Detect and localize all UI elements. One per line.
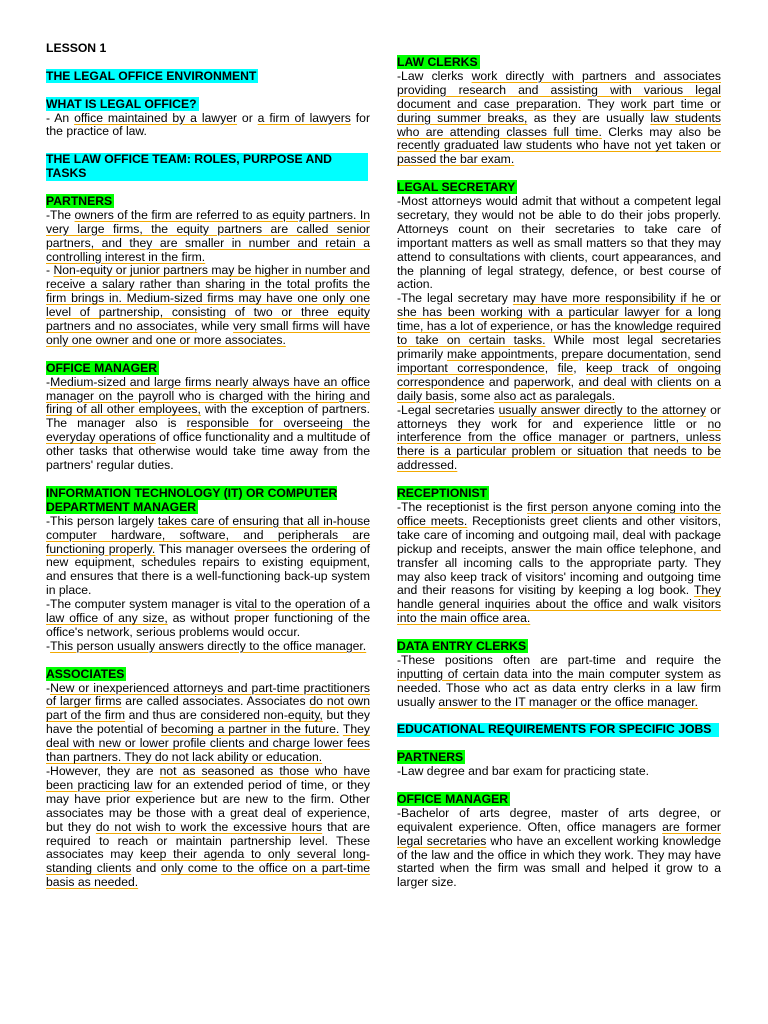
heading-receptionist: RECEPTIONIST bbox=[397, 486, 488, 501]
paragraph: -Law clerks work directly with partners and associates providing research and assisting with various legal document and case preparation. They work part time or during summer breaks, as they are usually law students who are attending classes full time. Clerks may also be recently graduated law students who have not yet taken or passed the bar exam. bbox=[397, 68, 722, 167]
underlined-text: keep their agenda to only several long-standing clients bbox=[46, 847, 370, 876]
underlined-text: make appointments bbox=[447, 347, 554, 362]
section-legal-office-environment bbox=[46, 70, 370, 84]
paragraph: -The owners of the firm are referred to as equity partners. In very large firms, the equity partners are called senior partners, and they are smaller in number and retain a controlling interest in the firm. bbox=[46, 207, 370, 264]
underlined-text: recently graduated law students who have not yet taken or passed the bar exam. bbox=[397, 138, 721, 167]
underlined-text: paperwork bbox=[513, 374, 571, 389]
underlined-text: prepare documentation bbox=[561, 347, 688, 362]
underlined-text: first person anyone coming into the office meets. bbox=[397, 499, 721, 528]
underlined-text: office maintained by a lawyer bbox=[74, 110, 238, 125]
left-sections bbox=[46, 70, 370, 890]
paragraph: -Legal secretaries usually answer directly to the attorney or attorneys they work for and experience little or no interference from the office manager or partners, unless there is a particular problem or situation that needs to be addressed. bbox=[397, 402, 721, 473]
underlined-text: takes care of ensuring that all in-house computer hardware, software, and peripherals are functioning properly. bbox=[46, 513, 370, 556]
underlined-text: keep track of ongoing correspondence bbox=[397, 360, 721, 389]
paragraph: -The receptionist is the first person anyone coming into the office meets. Receptionists greet clients and other visitors, take care of incoming and outgoing mail, deal with package pickup and receipts, answer the main office telephone, and transfer all incoming calls to the appropriate party. They may also keep track of visitors' incoming and outgoing time and their reasons for visiting by keeping a log book. They handle general inquiries about the office and walk visitors into the main office area. bbox=[397, 499, 721, 626]
paragraph: - Non-equity or junior partners may be higher in number and receive a salary rather than sharing in the total profits the firm brings in. Medium-sized firms may have one only one level of partnership, consisting of two or three equity partners and no associates, while very small firms will have only one owner and one or more associates. bbox=[46, 263, 371, 347]
section-law-office-team bbox=[46, 153, 370, 181]
heading-office-manager: OFFICE MANAGER bbox=[46, 360, 158, 375]
heading-partners: PARTNERS bbox=[46, 193, 113, 208]
underlined-text: a firm of lawyers bbox=[257, 110, 351, 125]
underlined-text: vital to the operation of a law office of any size, bbox=[46, 597, 370, 626]
heading-what-is-legal-office: WHAT IS LEGAL OFFICE? bbox=[46, 96, 197, 111]
heading-law-office-team: THE LAW OFFICE TEAM: ROLES, PURPOSE AND TASKS bbox=[46, 153, 370, 181]
underlined-text: They handle general inquiries about the office and walk visitors into the main office area. bbox=[397, 583, 721, 626]
paragraph: -The legal secretary may have more responsibility if he or she has been working with a particular lawyer for a long time, has a lot of experience, or has the knowledge required to take on certain tasks. While most legal secretaries primarily make appointments, prepare documentation, send important correspondence, file, keep track of ongoing correspondence and paperwork, and deal with clients on a daily basis, some also act as paralegals. bbox=[397, 291, 721, 403]
underlined-text: Medium-sized and large firms nearly always have an office manager on the payroll who is charged with the hiring and firing of all other employees, bbox=[46, 374, 370, 417]
heading-associates: ASSOCIATES bbox=[46, 666, 125, 681]
heading-legal-office-environment: THE LEGAL OFFICE ENVIRONMENT bbox=[46, 68, 257, 83]
underlined-text: very small firms will have only one owner and one or more associates. bbox=[46, 319, 371, 347]
section-associates bbox=[46, 668, 370, 891]
underlined-text: do not wish to work the excessive hours bbox=[95, 819, 323, 834]
left-column bbox=[46, 42, 370, 904]
underlined-text: work directly with partners and associates providing research and assisting with various legal document and case preparation. bbox=[397, 68, 721, 111]
underlined-text: responsible for overseeing the everyday operations bbox=[46, 416, 370, 445]
paragraph: -Medium-sized and large firms nearly always have an office manager on the payroll who is charged with the hiring and firing of all other employees, with the exception of partners. The manager also is responsible for overseeing the everyday operations of office functionality and a multitude of other tasks that otherwise would take time away from the partners' regular duties. bbox=[46, 374, 371, 473]
section-it-manager bbox=[46, 487, 370, 654]
underlined-text: and deal with clients on a daily basis bbox=[397, 374, 721, 403]
paragraph: -Bachelor of arts degree, master of arts degree, or equivalent experience. Often, office managers are former legal secretaries who have an excellent working knowledge of the law and the office in which they work. They may have started when the firm was small and helped it grow to a larger size. bbox=[397, 805, 721, 890]
heading-edu-office-manager: OFFICE MANAGER bbox=[397, 791, 509, 806]
heading-it-manager: INFORMATION TECHNOLOGY (IT) OR COMPUTER DEPARTMENT MANAGER bbox=[46, 485, 338, 514]
section-educational-requirements bbox=[397, 723, 721, 737]
paragraph: - An office maintained by a lawyer or a firm of lawyers for the practice of law. bbox=[46, 110, 371, 139]
paragraph: -Most attorneys would admit that without a competent legal secretary, they would not be able to do their jobs properly. Attorneys count on their secretaries to take care of important matters as well as small matters so that they may attend to consultations with clients, court appearances, and the planning of legal strategy, defence, or best course of action. bbox=[397, 194, 721, 292]
lesson-title: LESSON 1 bbox=[46, 41, 107, 55]
underlined-text: not as seasoned as those who have been practicing law bbox=[46, 764, 370, 792]
underlined-text: inputting of certain data into the main computer system bbox=[397, 666, 704, 681]
heading-legal-secretary: LEGAL SECRETARY bbox=[397, 180, 516, 195]
underlined-text: law students who are attending classes full time. bbox=[397, 110, 721, 139]
section-receptionist bbox=[397, 487, 721, 626]
paragraph: -However, they are not as seasoned as those who have been practicing law for an extended period of time, or they may have prior experience but are new to the firm. Other associates may be those with a great deal of experience, but they do not wish to work the excessive hours that are required to reach or maintain partnership level. These associates may keep their agenda to only several long-standing clients and only come to the office on a part-time basis as needed. bbox=[46, 764, 371, 890]
paragraph: -This person usually answers directly to the office manager. bbox=[46, 638, 367, 653]
section-partners bbox=[46, 195, 370, 348]
underlined-text: answer to the IT manager or the office manager. bbox=[438, 694, 699, 709]
heading-edu-partners: PARTNERS bbox=[397, 750, 464, 765]
right-sections bbox=[397, 56, 721, 890]
section-what-is-legal-office bbox=[46, 98, 370, 140]
underlined-text: do not own part of the firm bbox=[46, 694, 370, 723]
underlined-text: They deal with new or lower profile clients and charge lower fees than partners. They do not lack ability or education. bbox=[46, 722, 370, 765]
underlined-text: work part time or during summer breaks, bbox=[397, 96, 721, 125]
underlined-text: usually answer directly to the attorney bbox=[498, 402, 707, 417]
underlined-text: only come to the office on a part-time basis as needed. bbox=[46, 861, 371, 890]
underlined-text: send important correspondence bbox=[397, 347, 721, 375]
paragraph: -The computer system manager is vital to the operation of a law office of any size, as without proper functioning of the office's network, serious problems would occur. bbox=[46, 597, 370, 639]
underlined-text: Non-equity or junior partners may be higher in number and receive a salary rather than sharing in the total profits the firm brings in. Medium-sized firms may have one only one level of partnership, consisting of two or three equity partners and no associates, bbox=[46, 263, 370, 334]
underlined-text: owners of the firm are referred to as equity partners. In very large firms, the equity partners are called senior partners, and they are smaller in number and retain a controlling interest in the firm. bbox=[46, 207, 370, 264]
underlined-text: no interference from the office manager or partners, unless there is a particular problem or situation that needs to be addressed. bbox=[397, 416, 721, 473]
paragraph: -These positions often are part-time and require the inputting of certain data into the main computer system as needed. Those who act as data entry clerks in a law firm usually answer to the IT manager or the office manager. bbox=[397, 652, 721, 709]
underlined-text: New or inexperienced attorneys and part-time practitioners of larger firms bbox=[46, 680, 370, 709]
paragraph: -This person largely takes care of ensuring that all in-house computer hardware, software, and peripherals are functioning properly. This manager oversees the ordering of new equipment, schedules repairs to existing equipment, and ensures that there is a well-functioning back-up system in place. bbox=[46, 513, 370, 598]
underlined-text: considered non-equity, bbox=[200, 708, 323, 723]
underlined-text: also act as paralegals. bbox=[493, 388, 616, 403]
section-law-clerks bbox=[397, 56, 721, 167]
section-edu-partners bbox=[397, 751, 721, 779]
underlined-text: file bbox=[557, 360, 574, 375]
section-legal-secretary bbox=[397, 181, 721, 473]
underlined-text: are former legal secretaries bbox=[397, 819, 721, 848]
underlined-text: This person usually answers directly to the office manager. bbox=[50, 638, 367, 653]
right-column bbox=[397, 56, 721, 904]
heading-data-entry-clerks: DATA ENTRY CLERKS bbox=[397, 639, 527, 654]
underlined-text: becoming a partner in the future. bbox=[160, 722, 340, 737]
underlined-text: may have more responsibility if he or she has been working with a particular lawyer for a long time, has a lot of experience, or has the knowledge required to take on certain tasks. bbox=[397, 291, 721, 348]
heading-law-clerks: LAW CLERKS bbox=[397, 55, 478, 69]
section-edu-office-manager bbox=[397, 793, 721, 890]
paragraph: -New or inexperienced attorneys and part-time practitioners of larger firms are called associates. Associates do not own part of the firm and thus are considered non-equity, but they have the potential of becoming a partner in the future. They deal with new or lower profile clients and charge lower fees than partners. They do not lack ability or education. bbox=[46, 680, 370, 765]
section-office-manager bbox=[46, 362, 370, 473]
heading-educational-requirements: EDUCATIONAL REQUIREMENTS FOR SPECIFIC JOBS bbox=[397, 723, 721, 737]
paragraph: -Law degree and bar exam for practicing state. bbox=[397, 764, 650, 779]
section-data-entry-clerks bbox=[397, 640, 721, 710]
